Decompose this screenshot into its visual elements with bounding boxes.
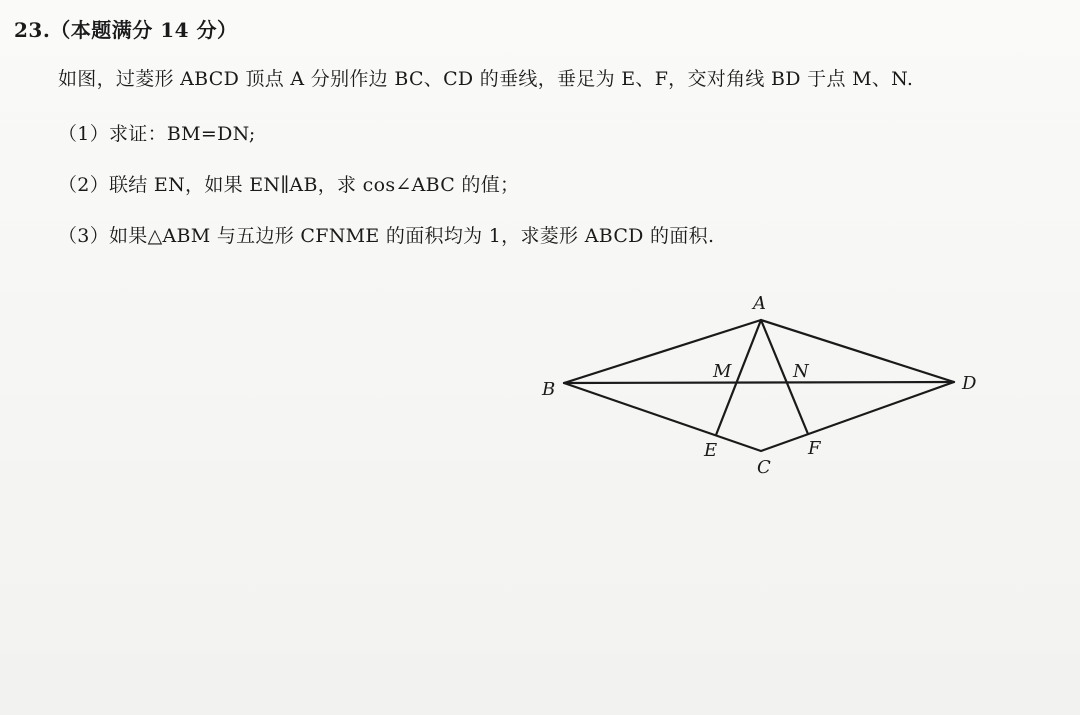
rhombus-figure bbox=[520, 285, 990, 495]
question-number: 23.（本题满分 14 分） bbox=[14, 18, 238, 42]
geometry-diagram bbox=[520, 285, 990, 495]
label-f: F bbox=[808, 438, 821, 459]
label-a: A bbox=[753, 293, 766, 314]
diagonal-bd bbox=[564, 382, 954, 383]
part-2: （2）联结 EN，如果 EN∥AB，求 cos∠ABC 的值； bbox=[58, 174, 520, 196]
part-3: （3）如果△ABM 与五边形 CFNME 的面积均为 1，求菱形 ABCD 的面积. bbox=[58, 225, 715, 247]
label-c: C bbox=[757, 457, 771, 478]
label-m: M bbox=[713, 361, 732, 382]
label-d: D bbox=[962, 373, 977, 394]
label-n: N bbox=[793, 361, 809, 382]
label-b: B bbox=[542, 379, 556, 400]
question-stem: 如图，过菱形 ABCD 顶点 A 分别作边 BC、CD 的垂线，垂足为 E、F，交对角线 BD 于点 M、N. bbox=[58, 68, 914, 90]
rhombus-outline bbox=[564, 320, 954, 451]
label-e: E bbox=[704, 440, 718, 461]
part-1: （1）求证：BM=DN; bbox=[58, 123, 256, 145]
